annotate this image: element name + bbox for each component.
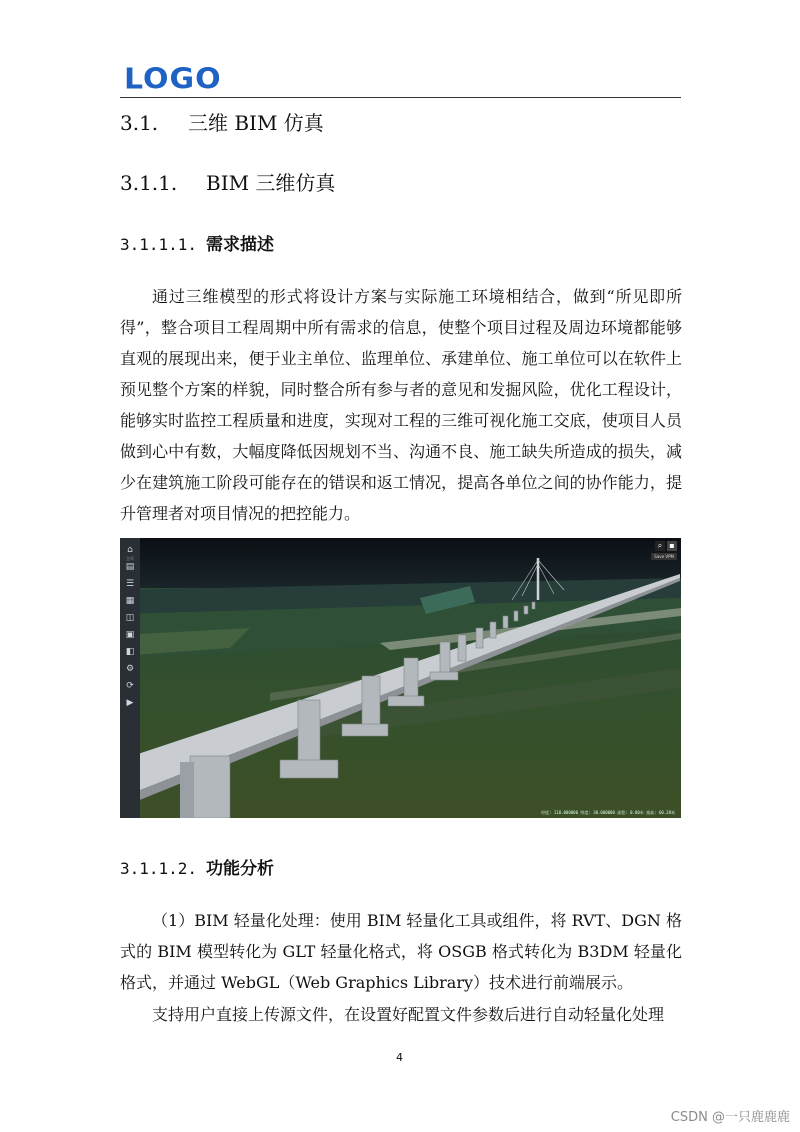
bridge-scene	[120, 538, 681, 818]
color-icon[interactable]: ▪	[667, 541, 677, 551]
subsection-title: BIM 三维仿真	[206, 171, 336, 195]
function-paragraph-2: 支持用户直接上传源文件，在设置好配置文件参数后进行自动轻量化处理	[152, 1005, 665, 1024]
save-view-button[interactable]: Save VPM	[651, 553, 677, 560]
requirements-title: 需求描述	[206, 235, 274, 255]
function-number: 3.1.1.2.	[120, 859, 198, 878]
section-number: 3.1.	[120, 111, 159, 135]
viewer-toolbar	[655, 541, 677, 551]
model-icon[interactable]: ▣	[125, 630, 135, 640]
function-heading	[120, 854, 274, 879]
refresh-icon[interactable]: ⟳	[126, 681, 134, 691]
function-title: 功能分析	[206, 859, 274, 879]
bim-bridge-screenshot	[120, 538, 681, 818]
viewer-sidebar	[120, 538, 140, 818]
requirements-paragraph: 通过三维模型的形式将设计方案与实际施工环境相结合，做到“所见即所得”，整合项目工程周期中所有需求的信息，使整个项目过程及周边环境都能够直观的展现出来，便于业主单位、监理单位、承建单位、施工单位可以在软件上预见整个方案的样貌，同时整合所有参与者的意见和发掘风险，优化工程设计，能够实时监控工程质量和进度，实现对工程的三维可视化施工交底，使项目人员做到心中有数，大幅度降低因规划不当、沟通不良、施工缺失所造成的损失，减少在建筑施工阶段可能存在的错误和返工情况，提高各单位之间的协作能力，提升管理者对项目情况的把控能力。	[120, 287, 682, 523]
home-icon[interactable]: ⌂ 主页	[126, 545, 134, 561]
split-icon[interactable]: ◧	[125, 647, 135, 657]
subsection-number: 3.1.1.	[120, 171, 178, 195]
list-icon[interactable]: ☰	[125, 579, 135, 589]
requirements-number: 3.1.1.1.	[120, 235, 198, 254]
search-icon[interactable]: ⌕	[655, 541, 665, 551]
panel-icon[interactable]: ◫	[125, 613, 135, 623]
watermark: CSDN @一只鹿鹿鹿	[670, 1110, 790, 1125]
layer-icon[interactable]: ▤	[125, 562, 135, 572]
section-title: 三维 BIM 仿真	[188, 111, 324, 135]
logo: LOGO	[124, 62, 222, 97]
play-icon[interactable]: ▶	[126, 698, 134, 708]
coordinate-status: 经度: 110.000000 纬度: 30.000000 高程: 0.00米 视高: 60.28米	[541, 810, 675, 815]
function-paragraph-1: （1）BIM 轻量化处理：使用 BIM 轻量化工具或组件，将 RVT、DGN 格式的 BIM 模型转化为 GLT 轻量化格式，将 OSGB 格式转化为 B3DM 轻量化格式，并通过 WebGL（Web Graphics Library）技术进行前端展示。	[120, 911, 682, 992]
grid-icon[interactable]: ▦	[125, 596, 135, 606]
requirements-heading	[120, 230, 274, 255]
gear-icon[interactable]: ⚙	[125, 664, 135, 674]
page-number: 4	[396, 1051, 403, 1064]
header-divider	[120, 97, 681, 98]
section-heading	[120, 107, 324, 136]
subsection-heading	[120, 167, 335, 196]
